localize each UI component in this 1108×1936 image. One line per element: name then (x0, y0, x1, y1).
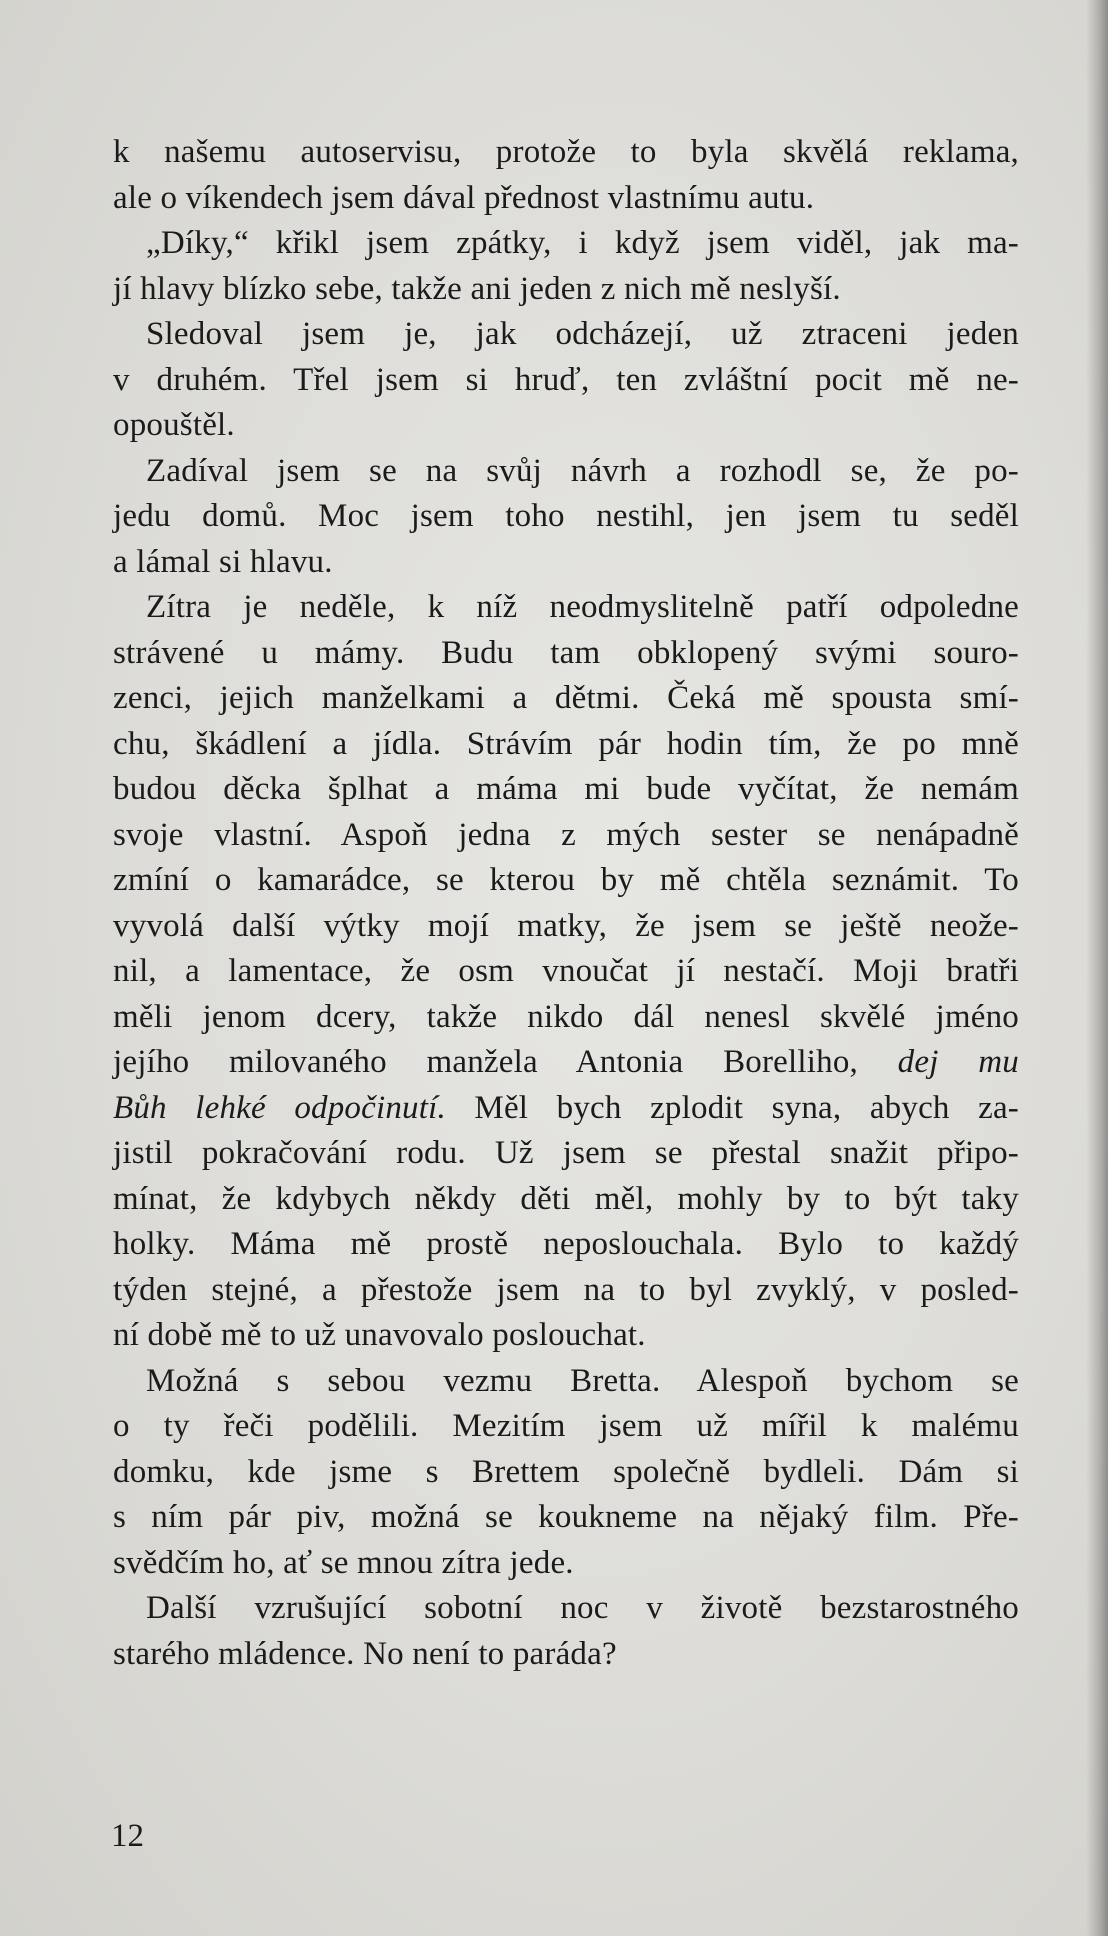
line-text: týden stejné, a přestože jsem na to byl zvyklý, v posled- (113, 1271, 1019, 1308)
text-line (113, 1313, 1019, 1359)
text-line (113, 1040, 1019, 1086)
line-text: ní době mě to už unavovalo poslouchat. (113, 1317, 646, 1353)
text-line (113, 676, 1019, 722)
text-line (113, 449, 1019, 495)
text-line (113, 403, 1019, 449)
line-text: Zítra je neděle, k níž neodmyslitelně patří odpoledne (146, 589, 1019, 625)
text-line (113, 1131, 1019, 1177)
line-text: svoje vlastní. Aspoň jedna z mých sester se nenápadně (113, 816, 1019, 853)
line-text: Možná s sebou vezmu Bretta. Alespoň bychom se (146, 1362, 1019, 1399)
text-line (113, 1632, 1019, 1678)
line-text: jejího milovaného manžela Antonia Borelliho, (113, 1044, 858, 1080)
text-line (113, 130, 1019, 176)
text-line (113, 631, 1019, 677)
text-line (113, 1359, 1019, 1405)
body-text (113, 130, 1019, 1677)
line-text: a lámal si hlavu. (113, 543, 333, 580)
line-text: chu, škádlení a jídla. Strávím pár hodin tím, že po mně (113, 725, 1019, 762)
text-line (113, 221, 1019, 267)
line-text: zmíní o kamarádce, se kterou by mě chtěla seznámit. To (113, 862, 1019, 898)
line-text: ale o víkendech jsem dával přednost vlastnímu autu. (113, 179, 815, 216)
line-text: jedu domů. Moc jsem toho nestihl, jen jsem tu seděl (113, 498, 1019, 534)
line-text: o ty řeči podělili. Mezitím jsem už mířil k malému (113, 1408, 1019, 1444)
line-text: měli jenom dcery, takže nikdo dál nenesl skvělé jméno (113, 998, 1019, 1035)
line-text: Sledoval jsem je, jak odcházejí, už ztraceni jeden (146, 316, 1019, 352)
text-line (113, 312, 1019, 358)
line-text: Další vzrušující sobotní noc v životě bezstarostného (146, 1590, 1019, 1626)
line-text: k našemu autoservisu, protože to byla skvělá reklama, (113, 134, 1019, 170)
line-text: holky. Máma mě prostě neposlouchala. Bylo to každý (113, 1226, 1019, 1262)
text-line (113, 176, 1019, 222)
line-text: Měl bych zplodit syna, abych za- (474, 1089, 1019, 1126)
text-line (113, 540, 1019, 586)
text-line (113, 1177, 1019, 1223)
line-text: zenci, jejich manželkami a dětmi. Čeká mě spousta smí- (113, 680, 1019, 716)
italic-phrase: dej mu (897, 1044, 1019, 1080)
line-text: v druhém. Třel jsem si hruď, ten zvláštní pocit mě ne- (113, 361, 1019, 398)
line-text: budou děcka šplhat a máma mi bude vyčítat, že nemám (113, 771, 1019, 807)
text-line (113, 813, 1019, 859)
line-text: „Díky,“ křikl jsem zpátky, i když jsem viděl, jak ma- (146, 225, 1019, 261)
line-text: Zadíval jsem se na svůj návrh a rozhodl se, že po- (146, 452, 1019, 489)
text-line (113, 1586, 1019, 1632)
text-line (113, 1495, 1019, 1541)
italic-phrase: Bůh lehké odpočinutí. (113, 1089, 446, 1126)
text-line (113, 358, 1019, 404)
text-line (113, 904, 1019, 950)
page-edge-shadow (1086, 0, 1108, 1936)
line-text: jistil pokračování rodu. Už jsem se přestal snažit připo- (113, 1135, 1019, 1171)
text-line (113, 1450, 1019, 1496)
line-text: mínat, že kdybych někdy děti měl, mohly by to být taky (113, 1180, 1019, 1217)
line-text: domku, kde jsme s Brettem společně bydleli. Dám si (113, 1453, 1019, 1490)
text-line (113, 1222, 1019, 1268)
text-line (113, 267, 1019, 313)
text-line (113, 1404, 1019, 1450)
line-text: jí hlavy blízko sebe, takže ani jeden z nich mě neslyší. (113, 270, 841, 307)
line-text: svědčím ho, ať se mnou zítra jede. (113, 1544, 574, 1581)
line-text: vyvolá další výtky mojí matky, že jsem se ještě neože- (113, 907, 1019, 944)
text-line (113, 585, 1019, 631)
line-text: nil, a lamentace, že osm vnoučat jí nestačí. Moji bratři (113, 953, 1019, 989)
line-text: strávené u mámy. Budu tam obklopený svými souro- (113, 634, 1019, 671)
line-text: opouštěl. (113, 407, 235, 443)
text-line (113, 722, 1019, 768)
text-line (113, 767, 1019, 813)
page-number: 12 (111, 1818, 144, 1854)
text-line (113, 858, 1019, 904)
text-line (113, 949, 1019, 995)
text-line (113, 995, 1019, 1041)
line-text: s ním pár piv, možná se koukneme na nějaký film. Pře- (113, 1499, 1019, 1535)
line-text: starého mládence. No není to paráda? (113, 1635, 617, 1672)
text-line (113, 1541, 1019, 1587)
text-line (113, 1268, 1019, 1314)
text-line (113, 1086, 1019, 1132)
text-line (113, 494, 1019, 540)
